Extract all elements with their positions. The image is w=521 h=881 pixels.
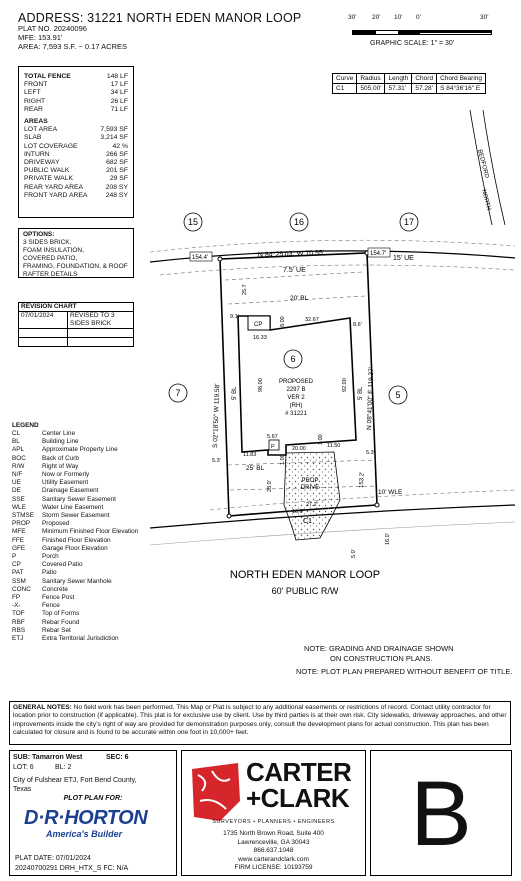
company-license: FIRM LICENSE: 10193759 [234, 864, 313, 871]
dim: 25.7 [242, 284, 248, 295]
option-line: FRAMING, FOUNDATION, & ROOF [23, 263, 128, 270]
street-name: NORTH EDEN MANOR LOOP [229, 569, 381, 581]
legend-abbr: TOF [12, 610, 25, 618]
revision-date: 07/01/2024 [19, 312, 68, 329]
options-title: OPTIONS: [23, 231, 55, 238]
curve-header: Chord [412, 74, 437, 84]
curve-c1-label: C1 [303, 518, 312, 525]
legend-desc: Fence [42, 602, 60, 610]
job-number: 20240700291 DRH_HTX_S FC: N/A [15, 865, 129, 872]
curve-header: Curve [333, 74, 357, 84]
fence-label: FRONT [24, 81, 48, 89]
area-label: REAR YARD AREA [24, 183, 84, 191]
lot-number: 17 [403, 217, 415, 227]
cp-label: CP [254, 322, 263, 328]
house-label [279, 379, 314, 417]
side-road [470, 110, 505, 225]
house-line: (RH) [289, 403, 303, 409]
plot-plan-for: PLOT PLAN FOR: [63, 795, 123, 802]
legend-desc: Right of Way [42, 462, 79, 470]
legend-desc: Water Line Easement [42, 503, 104, 511]
fence-label: REAR [24, 105, 43, 113]
house-line: # 31221 [285, 411, 307, 417]
builder-tagline: America's Builder [46, 829, 123, 839]
dim: 1.00 [280, 454, 286, 465]
north-label: NORTH [480, 188, 492, 212]
curve-cell: S 84°36'16" E [437, 84, 486, 94]
legend-abbr: UE [12, 479, 21, 487]
area-value: 208 SY [105, 183, 128, 191]
row-label: 60' PUBLIC R/W [271, 586, 339, 596]
bl-left: 5' BL [232, 386, 238, 400]
lot: LOT: 6 [13, 764, 34, 771]
legend-desc: Extra Territorial Jurisdiction [42, 635, 119, 643]
house-line: 2297 B [286, 387, 306, 393]
area-label: PUBLIC WALK [24, 167, 70, 175]
title-block-left [9, 750, 177, 876]
legend-desc: Covered Patio [42, 561, 83, 569]
legend-abbr: ETJ [12, 635, 24, 643]
area-label: SLAB [24, 134, 42, 142]
general-notes-label: GENERAL NOTES: [13, 704, 72, 711]
area: AREA: 7,593 S.F. ~ 0.17 ACRES [18, 42, 128, 51]
fence-value: 34 LF [110, 89, 128, 97]
fence-label: RIGHT [24, 97, 46, 105]
option-line: RAFTER DETAILS [23, 271, 78, 278]
elevation: 154.4' [192, 255, 209, 261]
city-line-2: Texas [13, 786, 32, 793]
legend-desc: Drainage Easement [42, 487, 99, 495]
bl-rear: 20' BL [290, 295, 309, 302]
ue-right: 15' UE [393, 255, 414, 262]
fence-value: 71 LF [110, 105, 128, 113]
block: BL: 2 [55, 764, 72, 771]
legend-desc: Garage Floor Elevation [42, 544, 108, 552]
company-address-1: 1735 North Brown Road, Suite 400 [223, 830, 324, 837]
lot-number: 7 [175, 388, 181, 398]
area-label: PRIVATE WALK [24, 175, 73, 183]
scale-caption: GRAPHIC SCALE: 1" = 30' [370, 40, 455, 47]
legend-abbr: MFE [12, 528, 26, 536]
legend-desc: Back of Curb [42, 454, 79, 462]
fence-label: LEFT [24, 89, 41, 97]
city-line-1: City of Fulshear ETJ, Fort Bend County, [13, 777, 137, 784]
curve-cell: C1 [333, 84, 357, 94]
legend-abbr: GFE [12, 544, 26, 552]
legend-abbr: FP [12, 594, 21, 602]
dim: 11.50 [327, 443, 341, 449]
revision-title: REVISION CHART [19, 303, 134, 312]
dim: 92.00 [342, 378, 348, 392]
legend-abbr: PROP [12, 520, 31, 528]
area-value: 29 SF [109, 175, 128, 183]
legend-abbr: RBF [12, 618, 25, 626]
legend-abbr: CONC [12, 585, 31, 593]
dim: 9.1' [230, 314, 239, 320]
legend-desc: Building Line [42, 438, 79, 446]
areas-label: AREAS [24, 118, 48, 126]
company-phone: 866.637.1048 [253, 847, 294, 854]
ue-rear: 7.5' UE [283, 267, 306, 274]
bl-front: 25' BL [246, 465, 265, 472]
company-block [181, 750, 366, 876]
legend-abbr: APL [12, 446, 25, 454]
area-value: 3,214 SF [100, 134, 128, 142]
legend-abbr: RBS [12, 626, 26, 634]
legend-desc: Approximate Property Line [42, 446, 118, 454]
legend-abbr: N/F [12, 471, 23, 479]
dim: 5.67 [267, 434, 278, 440]
curve-header: Radius [357, 74, 385, 84]
company-name-2: +CLARK [246, 783, 350, 813]
plot-note: NOTE: PLOT PLAN PREPARED WITHOUT BENEFIT OF TITLE. [296, 667, 513, 676]
area-value: 7,593 SF [100, 126, 128, 134]
scale-tick: 0' [416, 14, 421, 21]
scale-tick: 20' [372, 14, 381, 21]
area-label: INTURN [24, 150, 50, 158]
legend-desc: Storm Sewer Easement [42, 512, 110, 520]
company-name-1: CARTER [246, 757, 352, 787]
dim: 11.83 [243, 452, 257, 458]
curve-cell: 57.31' [385, 84, 412, 94]
legend-abbr: FFE [12, 536, 25, 544]
lot-number: 5 [395, 390, 401, 400]
legend-desc: Sanitary Sewer Easement [42, 495, 116, 503]
porch-label: P [271, 444, 275, 450]
company-info [182, 830, 365, 873]
drawing-notes [296, 644, 513, 677]
legend-abbr: P [12, 553, 17, 561]
total-fence-label: TOTAL FENCE [24, 73, 71, 80]
legend-abbr: -X- [12, 602, 21, 610]
general-notes-text: No field work has been performed. This Map or Plat is subject to any additional easements or restrictions of record. Contact utility contractor for location prior to construction (if applicable). This plat is for exclusive use by client. Use by third parties is at their own risk. City sidewalks, driveway approaches, and other improvements inside the city's right of way are provided for demonstration purposes only, consult the development plans for actual construction. This plan has been calculated for closure and is found to be accurate within one foot in 10,000+ feet. [13, 704, 507, 736]
plat-date: PLAT DATE: 07/01/2024 [15, 855, 91, 862]
lot-number: 16 [293, 217, 305, 227]
dim: 5.3' [366, 450, 375, 456]
legend-abbr: BOC [12, 454, 26, 462]
legend-desc: Porch [42, 553, 59, 561]
legend-abbr: DE [12, 487, 21, 495]
dim: 5.0' [351, 549, 357, 558]
legend-desc: Center Line [42, 430, 76, 437]
bedford-label: BEDFORD [476, 148, 490, 179]
legend-title: LEGEND [12, 422, 39, 429]
legend-desc: Proposed [42, 520, 70, 528]
legend-desc: Patio [42, 569, 57, 577]
plat-number: PLAT NO. 20240096 [18, 24, 87, 33]
dim: 32.67 [305, 317, 319, 323]
right-bearing: N 08°41'00" E 119.37' [366, 366, 376, 431]
curve-header: Chord Bearing [437, 74, 486, 84]
subdivision: SUB: Tamarron West [13, 754, 83, 761]
dim: 8.00 [280, 316, 286, 327]
area-label: LOT COVERAGE [24, 142, 78, 150]
area-label: DRIVEWAY [24, 159, 60, 167]
dim: 1.00 [318, 434, 324, 445]
legend-abbr: WLE [12, 503, 26, 511]
dim: 20.00 [292, 446, 306, 452]
legend-abbr: SSE [12, 495, 25, 503]
left-bearing: S 02°18'50" W 119.58' [212, 383, 222, 449]
sheet-letter: B [410, 763, 472, 865]
company-address-2: Lawrenceville, GA 30043 [237, 838, 310, 846]
legend-abbr: STMSE [12, 512, 35, 520]
scale-tick: 10' [394, 14, 403, 21]
total-fence-value: 148 LF [106, 73, 128, 80]
area-value: 42 % [112, 142, 128, 150]
fence-value: 26 LF [110, 97, 128, 105]
legend-abbr: SSM [12, 577, 26, 585]
dim: 16.0' [292, 509, 304, 515]
curve-cell: 57.28' [412, 84, 437, 94]
mfe: MFE: 153.91' [18, 33, 63, 42]
elevation: 154.7' [370, 251, 387, 257]
legend-abbr: PAT [12, 569, 24, 577]
legend-desc: Utility Easement [42, 479, 89, 487]
curve-header: Length [385, 74, 412, 84]
rear-bearing: N 84°25'03" W 70.55' [257, 249, 325, 259]
dim: 28.0' [267, 480, 273, 492]
general-notes [9, 701, 511, 745]
dim: 16.33 [253, 335, 267, 341]
legend-abbr: BL [12, 438, 20, 446]
legend-desc: Fence Post [42, 594, 75, 602]
area-label: LOT AREA [24, 126, 58, 134]
legend-desc: Finished Floor Elevation [42, 536, 111, 544]
legend-abbr: R/W [12, 462, 25, 470]
legend-desc: Sanitary Sewer Manhole [42, 577, 112, 585]
revision-desc: REVISED TO 3 SIDES BRICK [68, 312, 134, 329]
dim: 98.00 [258, 378, 264, 392]
legend-desc: Minimum Finished Floor Elevation [42, 528, 139, 536]
address: ADDRESS: 31221 NORTH EDEN MANOR LOOP [18, 11, 302, 25]
company-web: www.carterandclark.com [238, 855, 309, 863]
drive-label: PROP DRIVE [300, 478, 320, 491]
option-line: FOAM INSULATION, [23, 247, 84, 254]
curve-cell: 505.00' [357, 84, 385, 94]
area-value: 266 SF [106, 150, 128, 158]
dim: 27.2' [306, 502, 318, 508]
lot-number: 6 [290, 354, 296, 364]
dim: 16.0' [385, 533, 391, 545]
wle: 10' WLE [378, 489, 403, 496]
bl-right: 5' BL [358, 386, 364, 400]
driveway [284, 452, 340, 540]
fence-value: 17 LF [110, 81, 128, 89]
area-value: 682 SF [106, 159, 128, 167]
area-value: 201 SF [106, 167, 128, 175]
sheet-letter-block [370, 750, 512, 876]
legend-desc: Rebar Found [42, 618, 80, 626]
house-line: PROPOSED [278, 379, 314, 385]
builder-logo: D·R·HORTON [24, 807, 148, 829]
section: SEC: 6 [106, 754, 129, 761]
company-map-logo [190, 761, 242, 825]
company-tagline: SURVEYORS • PLANNERS • ENGINEERS [212, 819, 335, 825]
legend-desc: Now or Formerly [42, 471, 90, 479]
grading-note: NOTE: GRADING AND DRAINAGE SHOWN [304, 644, 454, 653]
legend-abbr: CP [12, 561, 21, 569]
legend-desc: Rebar Set [42, 626, 71, 634]
elevation: 153.2' [359, 471, 366, 489]
legend-abbr: CL [12, 430, 21, 437]
scale-tick: 30' [348, 14, 357, 21]
scale-tick: 30' [480, 14, 489, 21]
house-line: VER 2 [287, 395, 305, 401]
option-line: 3 SIDES BRICK, [23, 239, 72, 246]
option-line: COVERED PATIO, [23, 255, 78, 262]
area-value: 248 SY [105, 191, 128, 199]
area-label: FRONT YARD AREA [24, 191, 88, 199]
legend-desc: Top of Forms [42, 610, 80, 618]
lot-number: 15 [187, 217, 199, 227]
dim: 8.6' [353, 322, 362, 328]
dim: 5.3' [212, 458, 221, 464]
grading-note-2: ON CONSTRUCTION PLANS. [330, 654, 433, 663]
legend-desc: Concrete [42, 585, 68, 593]
